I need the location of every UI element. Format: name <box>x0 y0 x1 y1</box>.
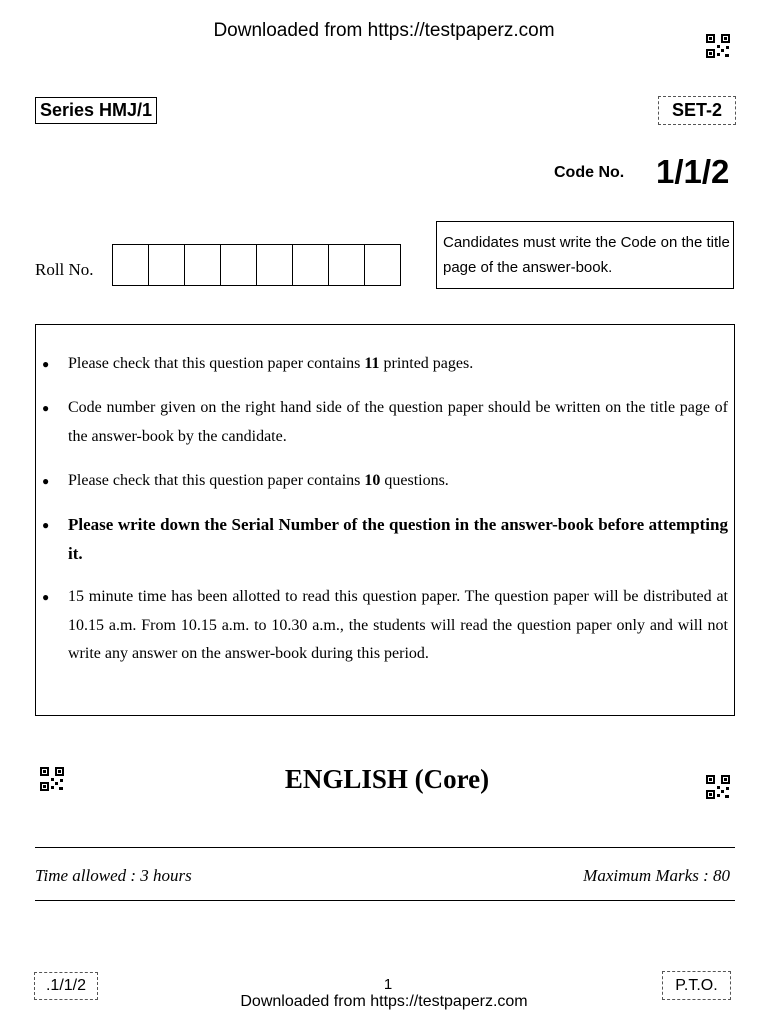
qr-code-icon <box>706 775 730 799</box>
series-label: Series HMJ/1 <box>35 97 157 124</box>
bullet-icon: ● <box>42 590 50 604</box>
roll-number-grid[interactable] <box>112 244 401 286</box>
bullet-icon: ● <box>42 518 50 532</box>
bottom-rule <box>35 900 735 901</box>
page-number: 1 <box>383 976 393 993</box>
instruction-item: ● Please check that this question paper contains 11 printed pages. <box>36 350 734 379</box>
max-marks: Maximum Marks : 80 <box>583 866 730 885</box>
code-note-box <box>436 221 734 289</box>
top-rule <box>35 847 735 848</box>
roll-label: Roll No. <box>35 260 94 279</box>
roll-cell[interactable] <box>113 245 149 285</box>
code-label: Code No. <box>554 164 625 181</box>
download-header: Downloaded from https://testpaperz.com <box>213 20 555 41</box>
bullet-icon: ● <box>42 474 50 488</box>
roll-cell[interactable] <box>185 245 221 285</box>
roll-cell[interactable] <box>257 245 293 285</box>
footer-code: .1/1/2 <box>34 972 98 1000</box>
pto-label: P.T.O. <box>662 971 731 1000</box>
set-label: SET-2 <box>658 96 736 125</box>
instruction-item: ● Please write down the Serial Number of the question in the answer-book before attempting it. <box>36 511 734 568</box>
qr-code-icon <box>706 34 730 58</box>
bullet-icon: ● <box>42 357 50 371</box>
roll-cell[interactable] <box>221 245 257 285</box>
roll-cell[interactable] <box>149 245 185 285</box>
roll-cell[interactable] <box>365 245 400 285</box>
time-allowed: Time allowed : 3 hours <box>35 866 192 885</box>
code-value: 1/1/2 <box>656 153 730 190</box>
instruction-item: ● Code number given on the right hand side of the question paper should be written on the title page of the answer-book by the candidate. <box>36 394 734 451</box>
bullet-icon: ● <box>42 401 50 415</box>
subject-title: ENGLISH (Core) <box>284 764 490 794</box>
roll-cell[interactable] <box>329 245 365 285</box>
instruction-item: ● Please check that this question paper contains 10 questions. <box>36 467 734 496</box>
instructions-box <box>35 324 735 716</box>
roll-cell[interactable] <box>293 245 329 285</box>
download-footer: Downloaded from https://testpaperz.com <box>240 993 528 1010</box>
code-note-text: Candidates must write the Code on the title page of the answer-book. <box>443 234 730 276</box>
instruction-item: ● 15 minute time has been allotted to read this question paper. The question paper will be distributed at 10.15 a.m. From 10.15 a.m. to 10.30 a.m., the students will read the question paper only and will not write any answer on the answer-book during this period. <box>36 583 734 669</box>
